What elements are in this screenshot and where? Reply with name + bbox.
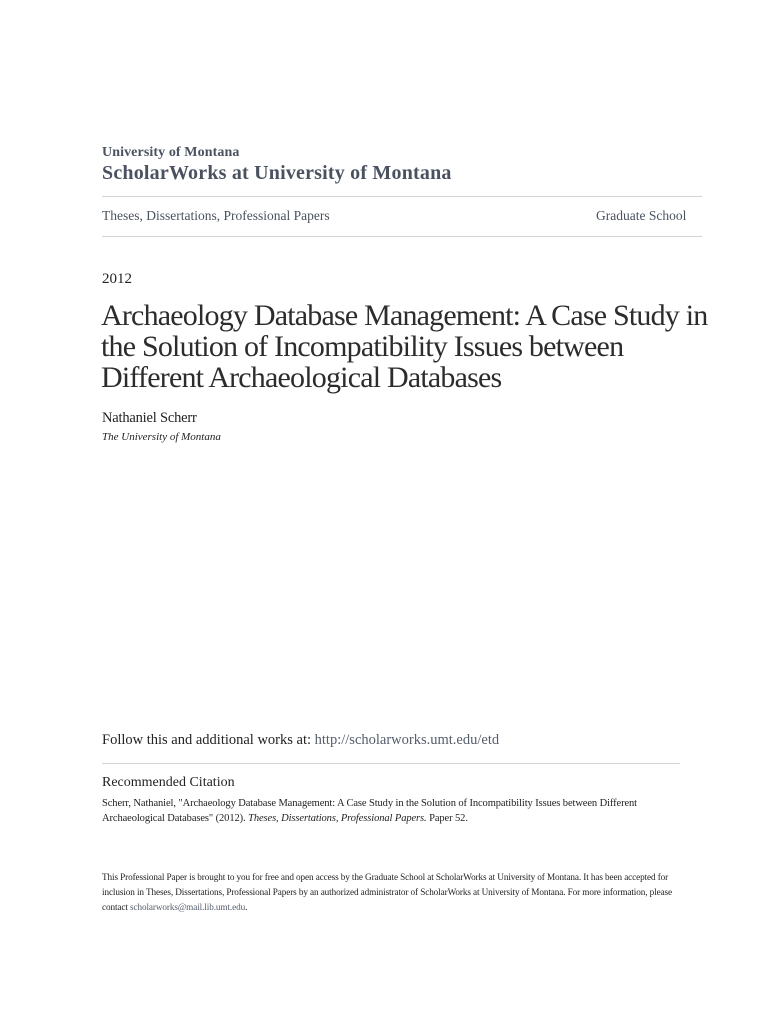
document-title: Archaeology Database Management: A Case Study in the Solution of Incompatibility Issues between Different Archaeological Databases	[101, 299, 708, 394]
citation-series: Theses, Dissertations, Professional Papers.	[248, 813, 427, 824]
recommended-citation-heading: Recommended Citation	[102, 775, 235, 790]
access-notice	[102, 870, 672, 915]
follow-line	[102, 732, 499, 749]
author-affiliation: The University of Montana	[102, 431, 221, 443]
school-link[interactable]: Graduate School	[596, 208, 687, 223]
citation-body: Scherr, Nathaniel, "Archaeology Database Management: A Case Study in the Solution of Incompatibility Issues between Different Archaeological Databases" (2012).	[102, 798, 637, 824]
collection-link[interactable]: Theses, Dissertations, Professional Papers	[102, 208, 330, 223]
citation-paper-number: Paper 52.	[426, 813, 468, 824]
divider	[102, 763, 680, 764]
citation-text	[102, 796, 672, 826]
institution-name[interactable]: University of Montana	[102, 145, 240, 160]
divider	[102, 196, 702, 197]
notice-text: This Professional Paper is brought to you for free and open access by the Graduate School at ScholarWorks at University of Montana. It has been accepted for inclusion in Theses, Dissertations, Professional Papers by an authorized administrator of ScholarWorks at University of Montana. For more information, please contact	[102, 872, 672, 912]
follow-label: Follow this and additional works at:	[102, 732, 312, 748]
publication-year: 2012	[102, 271, 132, 287]
author-name: Nathaniel Scherr	[102, 410, 197, 426]
contact-email-link[interactable]: scholarworks@mail.lib.umt.edu	[130, 902, 246, 912]
repository-name[interactable]: ScholarWorks at University of Montana	[102, 162, 452, 184]
divider	[102, 236, 702, 237]
notice-end: .	[245, 902, 248, 912]
follow-url-link[interactable]: http://scholarworks.umt.edu/etd	[314, 732, 500, 748]
